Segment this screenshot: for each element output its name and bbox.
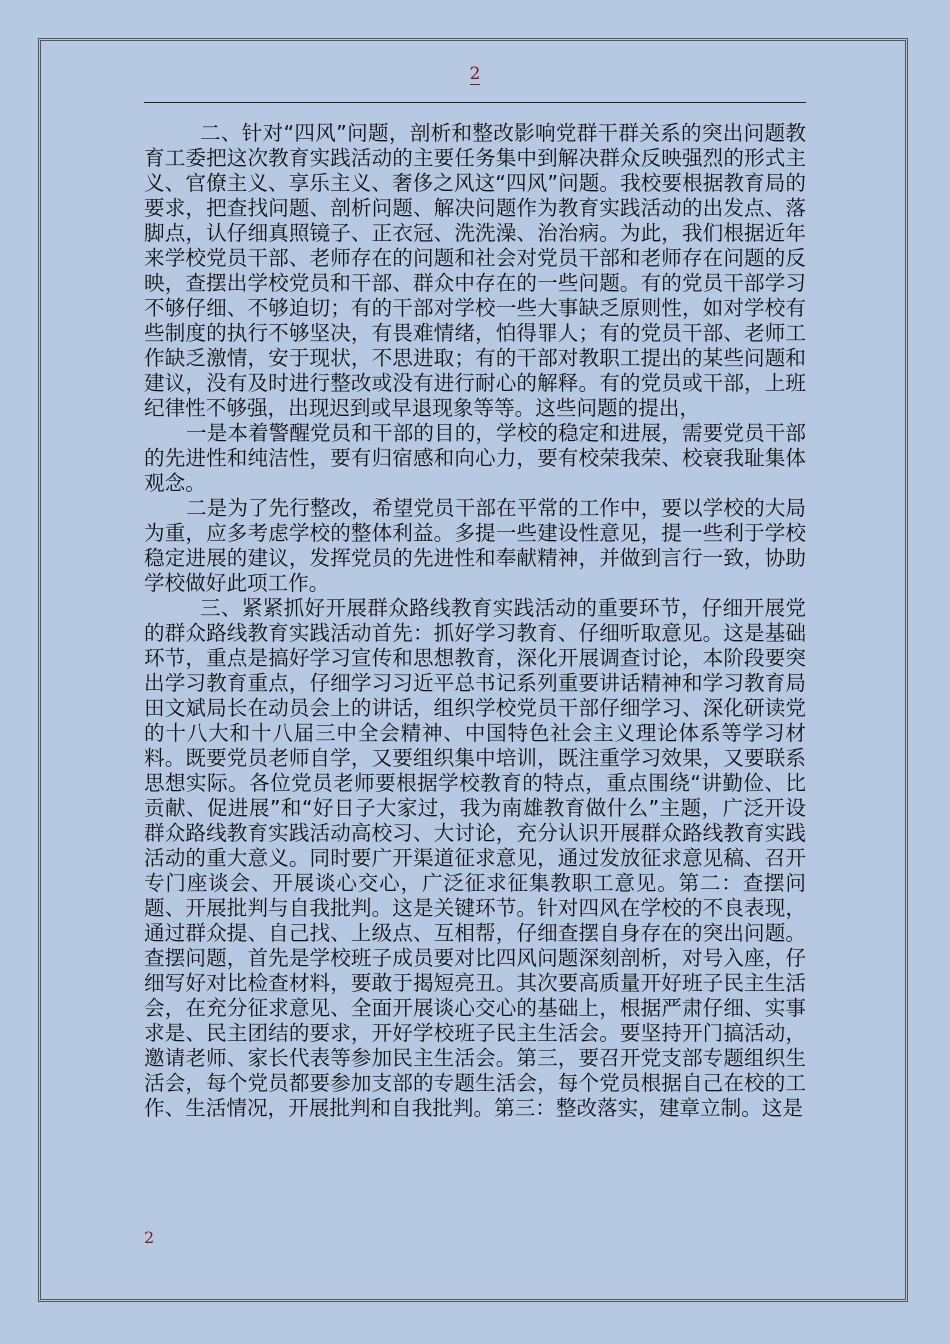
footer-page-number: 2 — [144, 1228, 155, 1247]
paragraph-section-two: 二、针对“四风”问题，剖析和整改影响党群干群关系的突出问题教育工委把这次教育实践活动的主要任务集中到解决群众反映强烈的形式主义、官僚主义、享乐主义、奢侈之风这“四风”问题。我校要根据教育局的要求，把查找问题、剖析问题、解决问题作为教育实践活动的出发点、落脚点，认仔细真照镜子、正衣冠、洗洗澡、治治病。为此，我们根据近年来学校党员干部、老师存在的问题和社会对党员干部和老师存在问题的反映，查摆出学校党员和干部、群众中存在的一些问题。有的党员干部学习不够仔细、不够迫切；有的干部对学校一些大事缺乏原则性，如对学校有些制度的执行不够坚决，有畏难情绪，怕得罪人；有的党员干部、老师工作缺乏激情，安于现状，不思进取；有的干部对教职工提出的某些问题和建议，没有及时进行整改或没有进行耐心的解释。有的党员或干部，上班纪律性不够强，出现迟到或早退现象等等。这些问题的提出， — [144, 121, 806, 420]
header-page-number-text: 2 — [469, 64, 481, 84]
paragraph-point-two: 二是为了先行整改，希望党员干部在平常的工作中，要以学校的大局为重，应多考虑学校的整体利益。多提一些建设性意见，提一些利于学校稳定进展的建议，发挥党员的先进性和奉献精神，并做到言行一致，协助学校做好此项工作。 — [144, 496, 806, 595]
document-body — [144, 121, 806, 1121]
paragraph-section-three: 三、紧紧抓好开展群众路线教育实践活动的重要环节，仔细开展党的群众路线教育实践活动首先：抓好学习教育、仔细听取意见。这是基础环节，重点是搞好学习宣传和思想教育，深化开展调查讨论，本阶段要突出学习教育重点，仔细学习习近平总书记系列重要讲话精神和学习教育局田文斌局长在动员会上的讲话，组织学校党员干部仔细学习、深化研读党的十八大和十八届三中全会精神、中国特色社会主义理论体系等学习材料。既要党员老师自学，又要组织集中培训，既注重学习效果，又要联系思想实际。各位党员老师要根据学校教育的特点，重点围绕“讲勤俭、比贡献、促进展”和“好日子大家过，我为南雄教育做什么”主题，广泛开设群众路线教育实践活动高校习、大讨论，充分认识开展群众路线教育实践活动的重大意义。同时要广开渠道征求意见，通过发放征求意见稿、召开专门座谈会、开展谈心交心，广泛征求征集教职工意见。第二：查摆问题、开展批判与自我批判。这是关键环节。针对四风在学校的不良表现，通过群众提、自己找、上级点、互相帮，仔细查摆自身存在的突出问题。查摆问题，首先是学校班子成员要对比四风问题深刻剖析，对号入座，仔细写好对比检查材料，要敢于揭短亮丑。其次要高质量开好班子民主生活会，在充分征求意见、全面开展谈心交心的基础上，根据严肃仔细、实事求是、民主团结的要求，开好学校班子民主生活会。要坚持开门搞活动，邀请老师、家长代表等参加民主生活会。第三，要召开党支部专题组织生活会，每个党员都要参加支部的专题生活会，每个党员根据自己在校的工作、生活情况，开展批判和自我批判。第三：整改落实，建章立制。这是 — [144, 596, 806, 1120]
header-page-number — [0, 64, 950, 84]
paragraph-point-one: 一是本着警醒党员和干部的目的，学校的稳定和进展，需要党员干部的先进性和纯洁性，要有归宿感和向心力，要有校荣我荣、校衰我耻集体观念。 — [144, 421, 806, 495]
header-divider — [144, 102, 806, 103]
